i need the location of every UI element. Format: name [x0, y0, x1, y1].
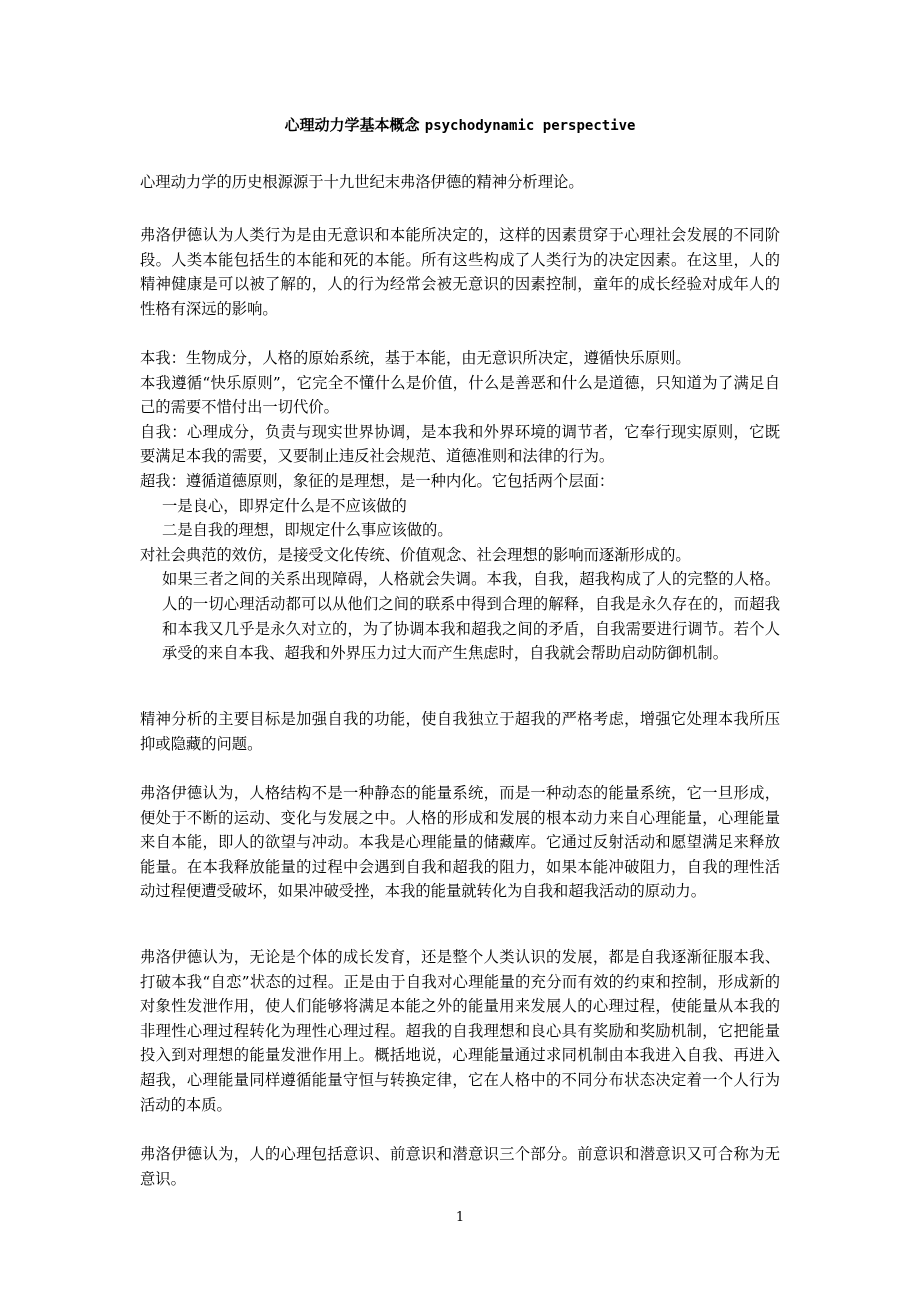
paragraph-analysis-goal: 精神分析的主要目标是加强自我的功能，使自我独立于超我的严格考虑，增强它处理本我所压抑或隐藏的问题。	[140, 710, 780, 753]
page-title	[0, 115, 920, 136]
personality-balance: 如果三者之间的关系出现障碍，人格就会失调。本我，自我，超我构成了人的完整的人格。人的一切心理活动都可以从他们之间的联系中得到合理的解释，自我是永久存在的，而超我和本我又几乎是永久对立的，为了协调本我和超我之间的矛盾，自我需要进行调节。若个人承受的来自本我、超我和外界压力过大而产生焦虑时，自我就会帮助启动防御机制。	[162, 570, 780, 663]
id-pleasure-principle: 本我遵循“快乐原则”，它完全不懂什么是价值，什么是善恶和什么是道德，只知道为了满足自己的需要不惜付出一切代价。	[140, 373, 780, 417]
personality-structure-block	[140, 346, 780, 666]
superego-definition: 超我：遵循道德原则，象征的是理想，是一种内化。它包括两个层面：	[140, 471, 615, 490]
paragraph-dynamic-energy: 弗洛伊德认为，人格结构不是一种静态的能量系统，而是一种动态的能量系统，它一旦形成，便处于不断的运动、变化与发展之中。人格的形成和发展的根本动力来自心理能量，心理能量来自本能，即人的欲望与冲动。本我是心理能量的储藏库。它通过反射活动和愿望满足来释放能量。在本我释放能量的过程中会遇到自我和超我的阻力，如果本能冲破阻力，自我的理性活动过程便遭受破坏，如果冲破受挫，本我的能量就转化为自我和超我活动的原动力。	[140, 784, 780, 901]
ego-definition: 自我：心理成分，负责与现实世界协调，是本我和外界环境的调节者，它奉行现实原则，它既要满足本我的需要，又要制止违反社会规范、道德准则和法律的行为。	[140, 422, 780, 466]
paragraph-origin: 心理动力学的历史根源源于十九世纪末弗洛伊德的精神分析理论。	[140, 173, 584, 191]
superego-level-ideal: 二是自我的理想，即规定什么事应该做的。	[162, 521, 453, 540]
title-chinese: 心理动力学基本概念	[284, 116, 420, 134]
id-definition: 本我：生物成分，人格的原始系统，基于本能，由无意识所决定，遵循快乐原则。	[140, 349, 691, 367]
page-number: 1	[455, 1210, 465, 1225]
paragraph-ego-conquest: 弗洛伊德认为，无论是个体的成长发育，还是整个人类认识的发展，都是自我逐渐征服本我、打破本我“自恋”状态的过程。正是由于自我对心理能量的充分而有效的约束和控制，形成新的对象性发泄作用，使人们能够将满足本能之外的能量用来发展人的心理过程，使能量从本我的非理性心理过程转化为理性心理过程。超我的自我理想和良心具有奖励和奖励机制，它把能量投入到对理想的能量发泄作用上。概括地说，心理能量通过求同机制由本我进入自我、再进入超我，心理能量同样遵循能量守恒与转换定律，它在人格中的不同分布状态决定着一个人行为活动的本质。	[140, 948, 780, 1114]
paragraph-consciousness-levels: 弗洛伊德认为，人的心理包括意识、前意识和潜意识三个部分。前意识和潜意识又可合称为无意识。	[140, 1145, 780, 1188]
superego-level-conscience: 一是良心，即界定什么是不应该做的	[162, 496, 407, 515]
paragraph-freud-instinct: 弗洛伊德认为人类行为是由无意识和本能所决定的，这样的因素贯穿于心理社会发展的不同阶段。人类本能包括生的本能和死的本能。所有这些构成了人类行为的决定因素。在这里，人的精神健康是可以被了解的，人的行为经常会被无意识的因素控制，童年的成长经验对成年人的性格有深远的影响。	[140, 226, 780, 318]
superego-imitation: 对社会典范的效仿，是接受文化传统、价值观念、社会理想的影响而逐渐形成的。	[140, 545, 691, 564]
title-english: psychodynamic perspective	[424, 118, 636, 134]
